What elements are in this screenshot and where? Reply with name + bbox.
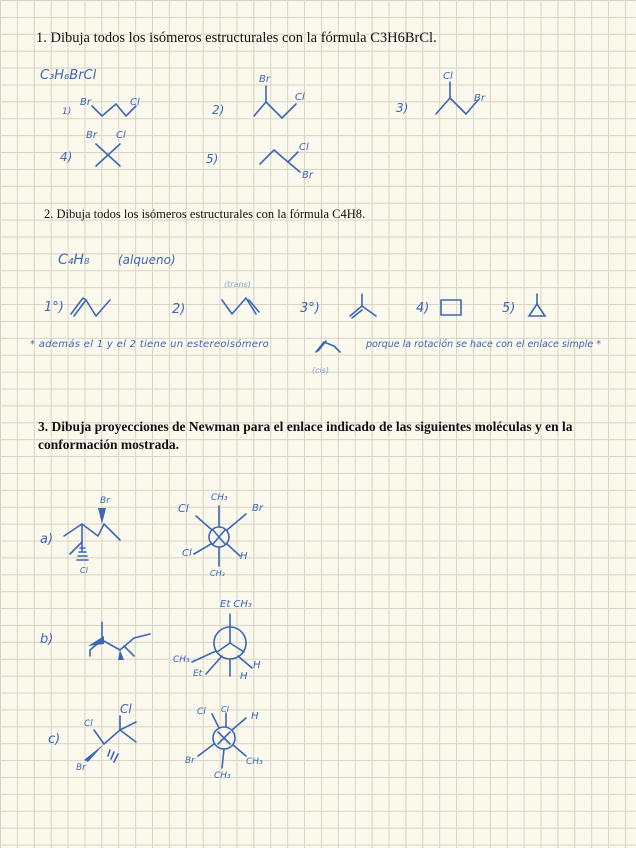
question-1-title: 1. Dibuja todos los isómeros estructurales con la fórmula C3H6BrCl. xyxy=(36,30,437,46)
q1-structure-3 xyxy=(436,98,478,114)
q3b-n-bot: H xyxy=(240,671,248,682)
q2-num-1: 1°) xyxy=(44,300,64,315)
q2-cis-drawing xyxy=(316,342,340,352)
q3c-n-ch3-right: CH₃ xyxy=(246,757,263,767)
q1-structure-5 xyxy=(260,150,298,164)
q3b-n-left: CH₃ xyxy=(173,655,190,665)
q1-5-br: Br xyxy=(302,170,313,181)
q2-num-5: 5) xyxy=(502,301,516,316)
q3a-n-bottom: CH₃ xyxy=(210,569,225,578)
q3c-wedge-br: Br xyxy=(76,763,86,773)
q3a-n-topleft: Cl xyxy=(178,502,189,515)
q3c-wedge-cl-left: Cl xyxy=(84,719,93,729)
q3c-wedge-cl-top: Cl xyxy=(120,702,132,716)
q1-1-br: Br xyxy=(80,97,91,108)
q3c-n-br: Br xyxy=(185,756,195,766)
q2-trans-label: (trans) xyxy=(224,280,251,289)
q1-1-cl: Cl xyxy=(130,97,140,108)
question-2-title: 2. Dibuja todos los isómeros estructurales con la fórmula C4H8. xyxy=(44,207,366,221)
q2-num-3: 3°) xyxy=(300,301,320,316)
q3a-n-botleft: Cl xyxy=(182,548,192,559)
q3b-n-right: H xyxy=(253,660,261,671)
q1-2-cl: Cl xyxy=(295,92,305,103)
q1-num-3: 3) xyxy=(396,101,409,115)
q2-struct-2 xyxy=(222,298,256,314)
q1-num-4: 4) xyxy=(60,150,73,164)
q1-num-5: 5) xyxy=(206,152,219,166)
q3c-n-cl2: Cl xyxy=(221,705,229,714)
q3c-n-h: H xyxy=(251,711,259,722)
q3-letter-c: c) xyxy=(48,732,61,747)
q1-num-2: 2) xyxy=(212,103,225,117)
q3c-center-bond xyxy=(104,730,120,744)
q3a-n-botright: H xyxy=(240,551,248,562)
q1-4-br: Br xyxy=(86,130,97,141)
q3-letter-a: a) xyxy=(40,532,54,547)
q2-num-4: 4) xyxy=(416,301,430,316)
q3c-n-ch3-bottom: CH₃ xyxy=(214,771,231,781)
q3a-wedge-cl: Cl xyxy=(80,566,88,575)
q2-struct-4 xyxy=(441,300,461,315)
q1-3-cl: Cl xyxy=(443,71,453,82)
question-3-title: 3. Dibuja proyecciones de Newman para el enlace indicado de las siguientes moléculas y en la conformación mostrada. xyxy=(38,419,573,452)
q1-3-br: Br xyxy=(474,93,485,104)
q2-note-left: * además el 1 y el 2 tiene un estereoisómero xyxy=(30,339,270,350)
q3b-n-botleft: Et xyxy=(193,669,203,679)
q3b-n-top: Et CH₃ xyxy=(220,599,252,610)
q2-class-note: (alqueno) xyxy=(118,253,176,267)
q2-cis-label: (cis) xyxy=(312,366,330,375)
q3c-n-cl1: Cl xyxy=(197,707,206,717)
q3a-wedge-br: Br xyxy=(100,496,110,506)
q2-note-right: porque la rotación se hace con el enlace simple * xyxy=(366,339,601,350)
q1-2-br: Br xyxy=(259,74,270,85)
q3-letter-b: b) xyxy=(40,632,54,647)
q1-structure-2 xyxy=(254,102,296,118)
q3a-n-top: CH₃ xyxy=(211,493,228,503)
q1-4-cl: Cl xyxy=(116,130,126,141)
q3a-zigzag xyxy=(64,524,120,540)
q1-5-cl: Cl xyxy=(299,142,309,153)
q2-num-2: 2) xyxy=(172,302,186,317)
q2-formula: C₄H₈ xyxy=(58,252,90,268)
q1-formula: C₃H₆BrCl xyxy=(40,68,97,83)
q1-num-1: 1) xyxy=(62,107,72,117)
q1-structure-1 xyxy=(92,104,136,116)
q3a-n-topright: Br xyxy=(252,503,263,514)
